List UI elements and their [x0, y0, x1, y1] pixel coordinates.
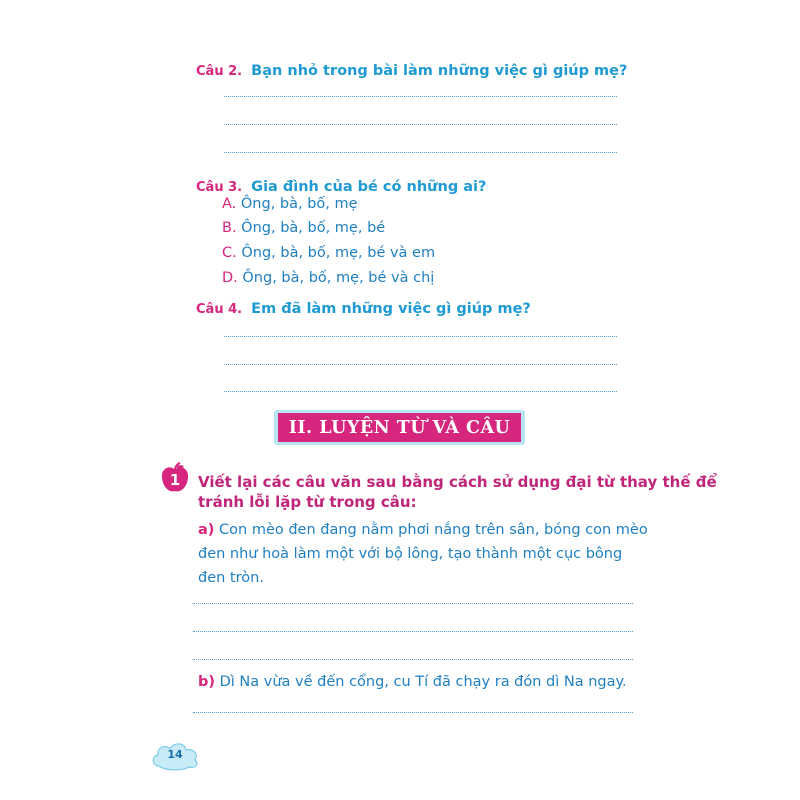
option-text: Ông, bà, bố, mẹ — [240, 196, 358, 212]
exercise-instruction-line-2: tránh lỗi lặp từ trong câu: — [198, 493, 417, 511]
question-3-label: Câu 3. — [196, 180, 243, 195]
option-d[interactable] — [222, 270, 434, 286]
answer-line[interactable] — [224, 364, 617, 365]
answer-line[interactable] — [224, 96, 617, 97]
section-title: II. LUYỆN TỪ VÀ CÂU — [278, 413, 521, 442]
question-2-label: Câu 2. — [196, 64, 243, 79]
option-letter: C. — [222, 245, 237, 261]
page-number-badge — [149, 738, 201, 772]
question-3 — [196, 176, 696, 198]
question-4 — [196, 298, 696, 320]
part-b-label: b) — [198, 674, 216, 690]
option-letter: B. — [222, 220, 237, 236]
part-b-line — [198, 670, 627, 694]
page-number: 14 — [167, 748, 183, 761]
answer-line[interactable] — [224, 336, 617, 337]
option-b[interactable] — [222, 220, 385, 236]
question-4-label: Câu 4. — [196, 302, 243, 317]
part-a-line-2: đen như hoà làm một với bộ lông, tạo thành một cục bông — [198, 546, 623, 562]
question-3-text: Gia đình của bé có những ai? — [251, 179, 487, 195]
answer-line[interactable] — [193, 603, 633, 604]
option-text: Ông, bà, bố, mẹ, bé — [241, 220, 386, 236]
part-b-text: Dì Na vừa về đến cổng, cu Tí đã chạy ra đón dì Na ngay. — [219, 674, 627, 690]
part-a-line-1 — [198, 518, 648, 542]
answer-line[interactable] — [224, 391, 617, 392]
question-2 — [196, 60, 696, 82]
answer-line[interactable] — [224, 152, 617, 153]
option-text: Ông, bà, bố, mẹ, bé và em — [241, 245, 436, 261]
question-2-text: Bạn nhỏ trong bài làm những việc gì giúp mẹ? — [251, 63, 628, 79]
answer-line[interactable] — [193, 712, 633, 713]
part-a-line-3: đen tròn. — [198, 570, 264, 586]
question-4-text: Em đã làm những việc gì giúp mẹ? — [251, 301, 531, 317]
exercise-number-icon — [158, 462, 192, 496]
option-letter: D. — [222, 270, 238, 286]
part-a-label: a) — [198, 522, 215, 538]
answer-line[interactable] — [224, 124, 617, 125]
exercise-number: 1 — [169, 471, 181, 489]
option-letter: A. — [222, 196, 237, 212]
option-a[interactable] — [222, 196, 358, 212]
part-a-text: Con mèo đen đang nằm phơi nắng trên sân, bóng con mèo — [219, 522, 648, 538]
answer-line[interactable] — [193, 659, 633, 660]
option-text: Ông, bà, bố, mẹ, bé và chị — [242, 270, 435, 286]
exercise-instruction-line-1: Viết lại các câu văn sau bằng cách sử dụng đại từ thay thế để — [198, 473, 717, 491]
answer-line[interactable] — [193, 631, 633, 632]
option-c[interactable] — [222, 245, 435, 261]
